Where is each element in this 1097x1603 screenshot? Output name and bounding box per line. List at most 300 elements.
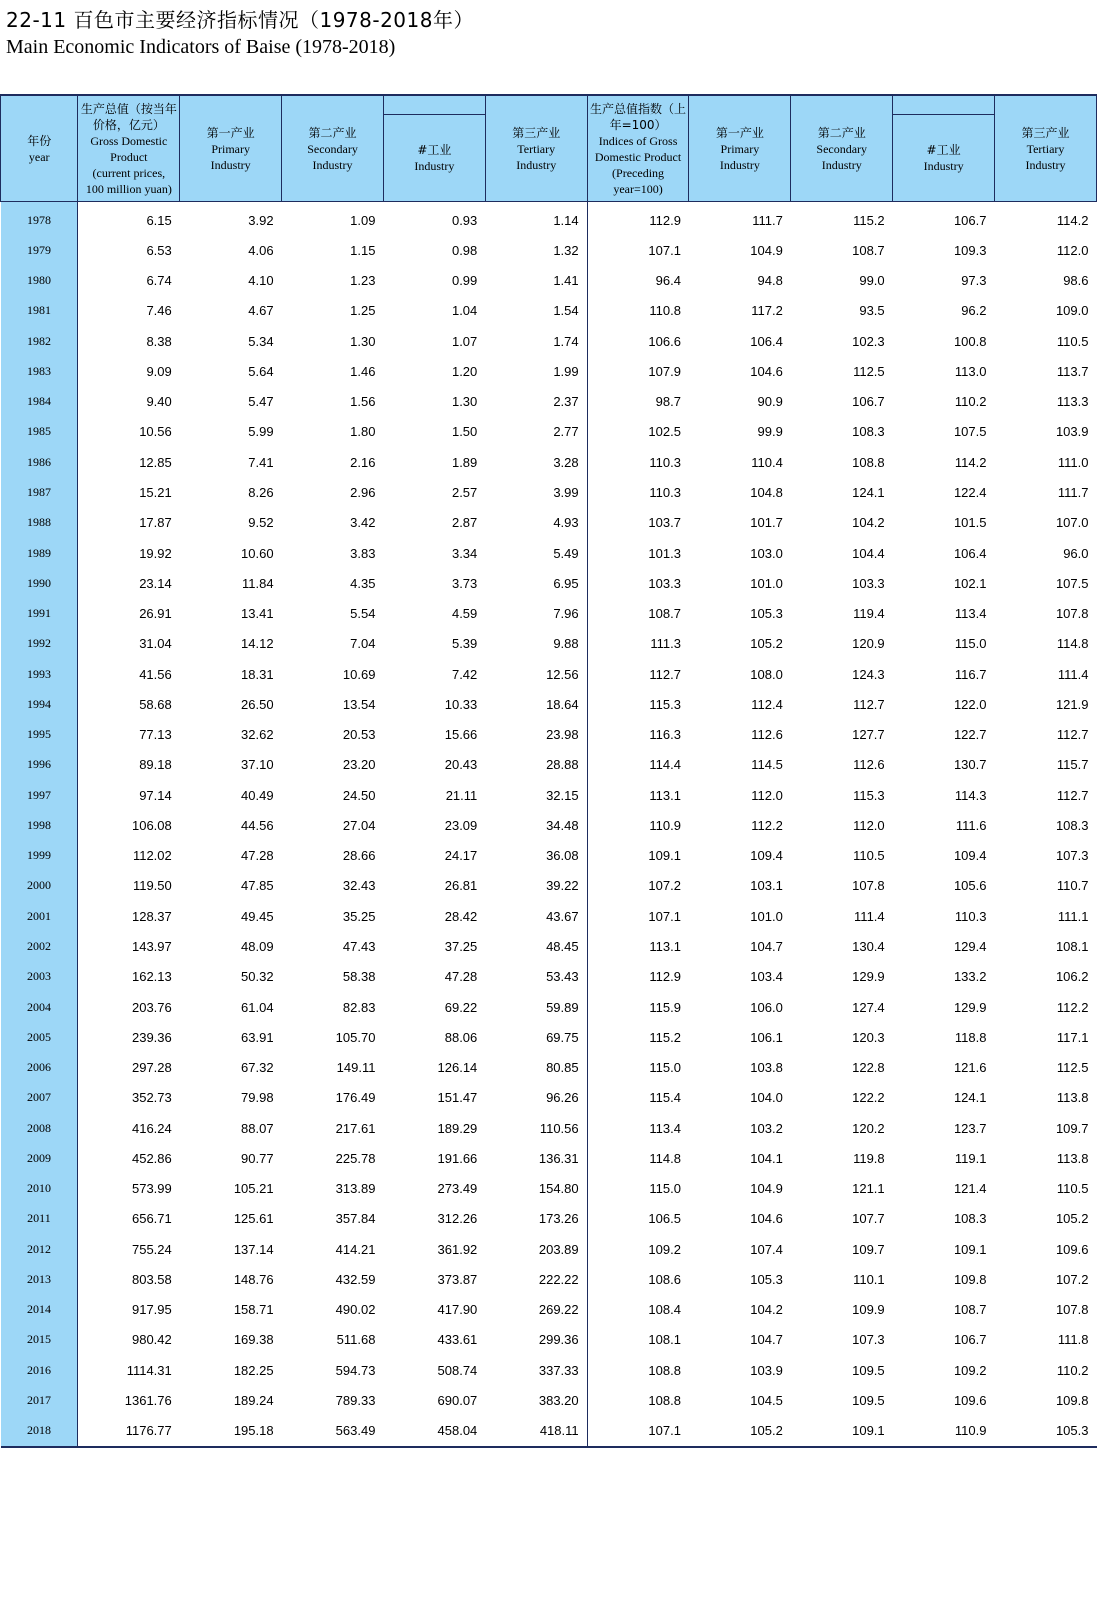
value-cell: 105.21 <box>233 1181 274 1197</box>
table-row <box>1 568 1097 598</box>
value-cell: 106.4 <box>953 545 987 561</box>
value-cell: 1176.77 <box>78 1416 180 1447</box>
value-cell: 99.9 <box>757 424 783 440</box>
value-cell: 105.70 <box>335 1029 376 1045</box>
value-cell: 107.5 <box>1055 575 1089 591</box>
value-cell: 1.25 <box>350 303 376 319</box>
value-cell: 97.14 <box>78 780 180 810</box>
table-row <box>1 750 1097 780</box>
value-cell: 1.20 <box>451 363 478 379</box>
year-cell: 2014 <box>1 1295 78 1325</box>
value-cell: 106.5 <box>587 1204 689 1234</box>
value-cell: 1.50 <box>451 424 478 440</box>
value-cell: 452.86 <box>78 1143 180 1173</box>
value-cell: 124.3 <box>852 666 885 682</box>
value-cell: 1.54 <box>553 303 579 319</box>
value-cell: 7.42 <box>451 666 478 682</box>
value-cell: 337.33 <box>538 1362 579 1378</box>
value-cell: 121.9 <box>1055 696 1089 712</box>
table-row <box>1 417 1097 447</box>
value-cell: 361.92 <box>437 1241 478 1257</box>
value-cell: 3.42 <box>350 515 376 531</box>
value-cell: 6.74 <box>78 266 180 296</box>
year-cell: 1983 <box>1 356 78 386</box>
value-cell: 9.09 <box>78 356 180 386</box>
value-cell: 980.42 <box>78 1325 180 1355</box>
value-cell: 107.2 <box>587 871 689 901</box>
value-cell: 120.3 <box>852 1029 885 1045</box>
value-cell: 225.78 <box>335 1150 376 1166</box>
value-cell: 108.8 <box>852 454 885 470</box>
value-cell: 43.67 <box>546 908 579 924</box>
value-cell: 107.5 <box>953 424 987 440</box>
value-cell: 1.07 <box>451 333 478 349</box>
value-cell: 433.61 <box>437 1332 478 1348</box>
value-cell: 34.48 <box>546 817 579 833</box>
value-cell: 36.08 <box>546 848 579 864</box>
year-cell: 1980 <box>1 266 78 296</box>
value-cell: 119.4 <box>853 606 885 622</box>
value-cell: 115.2 <box>853 212 885 228</box>
year-cell: 2000 <box>1 871 78 901</box>
value-cell: 0.93 <box>451 212 478 228</box>
value-cell: 104.0 <box>750 1090 783 1106</box>
value-cell: 1.04 <box>451 303 478 319</box>
year-cell: 1996 <box>1 750 78 780</box>
value-cell: 99.0 <box>859 273 885 289</box>
value-cell: 129.9 <box>953 999 987 1015</box>
value-cell: 5.99 <box>248 424 274 440</box>
value-cell: 106.2 <box>1055 969 1089 985</box>
value-cell: 113.7 <box>1056 363 1089 379</box>
value-cell: 114.3 <box>954 787 987 803</box>
value-cell: 563.49 <box>335 1423 376 1439</box>
year-cell: 1978 <box>1 202 78 236</box>
value-cell: 1.89 <box>451 454 478 470</box>
value-cell: 3.83 <box>350 545 376 561</box>
value-cell: 106.6 <box>587 326 689 356</box>
value-cell: 93.5 <box>859 303 885 319</box>
value-cell: 8.38 <box>78 326 180 356</box>
value-cell: 109.7 <box>852 1241 885 1257</box>
value-cell: 432.59 <box>335 1271 376 1287</box>
value-cell: 28.66 <box>342 848 376 864</box>
value-cell: 77.13 <box>78 720 180 750</box>
value-cell: 115.2 <box>587 1022 689 1052</box>
value-cell: 47.28 <box>444 969 478 985</box>
value-cell: 103.1 <box>750 878 783 894</box>
value-cell: 312.26 <box>437 1211 478 1227</box>
value-cell: 118.8 <box>954 1029 987 1045</box>
year-cell: 2018 <box>1 1416 78 1447</box>
header-gdp: 生产总值（按当年价格，亿元） Gross Domestic Product (current prices, 100 million yuan) <box>78 95 180 202</box>
value-cell: 383.20 <box>538 1392 579 1408</box>
value-cell: 7.41 <box>248 454 274 470</box>
value-cell: 109.1 <box>953 1241 987 1257</box>
value-cell: 107.9 <box>587 356 689 386</box>
value-cell: 111.0 <box>1057 454 1089 470</box>
value-cell: 2.87 <box>451 515 478 531</box>
value-cell: 101.0 <box>750 575 783 591</box>
value-cell: 114.4 <box>587 750 689 780</box>
value-cell: 39.22 <box>546 878 579 894</box>
value-cell: 1.30 <box>350 333 376 349</box>
value-cell: 6.53 <box>78 235 180 265</box>
value-cell: 23.98 <box>546 727 579 743</box>
value-cell: 103.3 <box>852 575 885 591</box>
value-cell: 1114.31 <box>78 1355 180 1385</box>
value-cell: 203.89 <box>538 1241 579 1257</box>
value-cell: 104.9 <box>750 1181 783 1197</box>
value-cell: 14.12 <box>241 636 274 652</box>
value-cell: 2.77 <box>553 424 579 440</box>
value-cell: 803.58 <box>78 1264 180 1294</box>
value-cell: 106.1 <box>750 1029 783 1045</box>
value-cell: 10.69 <box>342 666 376 682</box>
value-cell: 111.4 <box>1057 666 1089 682</box>
value-cell: 15.66 <box>444 727 478 743</box>
value-cell: 105.3 <box>750 1271 783 1287</box>
value-cell: 69.22 <box>444 999 478 1015</box>
value-cell: 105.3 <box>750 606 783 622</box>
year-cell: 2003 <box>1 962 78 992</box>
value-cell: 102.3 <box>852 333 885 349</box>
value-cell: 112.9 <box>587 962 689 992</box>
table-row <box>1 1234 1097 1264</box>
value-cell: 112.9 <box>587 202 689 236</box>
value-cell: 106.4 <box>750 333 783 349</box>
value-cell: 109.6 <box>1055 1241 1089 1257</box>
value-cell: 79.98 <box>241 1090 274 1106</box>
value-cell: 1.23 <box>350 273 376 289</box>
value-cell: 182.25 <box>233 1362 274 1378</box>
year-cell: 1994 <box>1 689 78 719</box>
value-cell: 1.15 <box>350 242 376 258</box>
value-cell: 122.7 <box>953 727 987 743</box>
page-title-chinese: 22-11 百色市主要经济指标情况（1978-2018年） <box>6 8 474 32</box>
value-cell: 112.2 <box>1056 999 1089 1015</box>
value-cell: 1.09 <box>350 212 376 228</box>
value-cell: 690.07 <box>437 1392 478 1408</box>
value-cell: 112.02 <box>78 841 180 871</box>
year-cell: 1999 <box>1 841 78 871</box>
value-cell: 110.4 <box>751 454 783 470</box>
value-cell: 113.3 <box>1056 394 1089 410</box>
table-row <box>1 1022 1097 1052</box>
value-cell: 143.97 <box>78 931 180 961</box>
value-cell: 108.3 <box>1055 817 1089 833</box>
table-row <box>1 598 1097 628</box>
table-row <box>1 1355 1097 1385</box>
value-cell: 109.2 <box>953 1362 987 1378</box>
value-cell: 53.43 <box>546 969 579 985</box>
value-cell: 109.0 <box>1055 303 1089 319</box>
value-cell: 107.1 <box>587 235 689 265</box>
value-cell: 119.8 <box>853 1150 885 1166</box>
value-cell: 107.1 <box>587 1416 689 1447</box>
value-cell: 9.40 <box>78 387 180 417</box>
value-cell: 108.8 <box>587 1355 689 1385</box>
table-row <box>1 1264 1097 1294</box>
value-cell: 5.39 <box>451 636 478 652</box>
value-cell: 104.8 <box>750 485 783 501</box>
value-cell: 508.74 <box>437 1362 478 1378</box>
value-cell: 117.2 <box>751 303 783 319</box>
value-cell: 115.0 <box>587 1052 689 1082</box>
value-cell: 106.7 <box>852 394 885 410</box>
value-cell: 63.91 <box>241 1029 274 1045</box>
value-cell: 352.73 <box>78 1083 180 1113</box>
value-cell: 4.67 <box>248 303 274 319</box>
value-cell: 59.89 <box>546 999 579 1015</box>
value-cell: 789.33 <box>335 1392 376 1408</box>
value-cell: 110.1 <box>853 1271 885 1287</box>
value-cell: 47.43 <box>342 939 376 954</box>
value-cell: 109.8 <box>1055 1392 1089 1408</box>
value-cell: 110.7 <box>1056 878 1089 894</box>
value-cell: 110.9 <box>954 1423 987 1439</box>
value-cell: 203.76 <box>78 992 180 1022</box>
value-cell: 7.46 <box>78 296 180 326</box>
value-cell: 110.5 <box>853 848 885 864</box>
year-cell: 2008 <box>1 1113 78 1143</box>
value-cell: 1.32 <box>553 242 579 258</box>
year-cell: 2001 <box>1 901 78 931</box>
table-row <box>1 841 1097 871</box>
table-row <box>1 1385 1097 1415</box>
year-cell: 2010 <box>1 1174 78 1204</box>
value-cell: 114.8 <box>587 1143 689 1173</box>
value-cell: 102.1 <box>953 575 987 591</box>
value-cell: 18.31 <box>241 666 274 682</box>
value-cell: 458.04 <box>437 1423 478 1439</box>
value-cell: 107.3 <box>852 1332 885 1348</box>
value-cell: 96.2 <box>961 303 987 319</box>
year-cell: 1979 <box>1 235 78 265</box>
value-cell: 104.7 <box>750 1332 783 1348</box>
value-cell: 418.11 <box>539 1423 579 1439</box>
year-cell: 1988 <box>1 508 78 538</box>
value-cell: 105.3 <box>1055 1423 1089 1439</box>
value-cell: 1.56 <box>350 394 376 410</box>
value-cell: 113.8 <box>1056 1150 1089 1166</box>
value-cell: 128.37 <box>78 901 180 931</box>
value-cell: 115.4 <box>587 1083 689 1113</box>
value-cell: 10.60 <box>241 545 274 561</box>
value-cell: 104.5 <box>750 1392 783 1408</box>
table-row <box>1 780 1097 810</box>
value-cell: 108.7 <box>953 1302 987 1318</box>
value-cell: 112.7 <box>1056 787 1089 803</box>
value-cell: 162.13 <box>78 962 180 992</box>
value-cell: 105.2 <box>1055 1211 1089 1227</box>
value-cell: 23.20 <box>342 757 376 773</box>
header-industry-index-top <box>893 95 995 115</box>
year-cell: 1987 <box>1 477 78 507</box>
value-cell: 158.71 <box>233 1302 274 1318</box>
value-cell: 98.6 <box>1063 273 1089 289</box>
value-cell: 5.47 <box>248 394 274 410</box>
value-cell: 103.0 <box>750 545 783 561</box>
value-cell: 12.56 <box>546 666 579 682</box>
value-cell: 110.5 <box>1056 1181 1089 1197</box>
value-cell: 108.3 <box>852 424 885 440</box>
value-cell: 3.34 <box>451 545 478 561</box>
value-cell: 490.02 <box>335 1302 376 1318</box>
value-cell: 88.07 <box>241 1120 274 1136</box>
value-cell: 2.37 <box>553 394 579 410</box>
value-cell: 110.2 <box>954 394 987 410</box>
table-row <box>1 901 1097 931</box>
value-cell: 112.7 <box>587 659 689 689</box>
value-cell: 129.4 <box>953 939 987 954</box>
value-cell: 109.9 <box>852 1302 885 1318</box>
value-cell: 20.53 <box>342 727 376 743</box>
value-cell: 96.26 <box>546 1090 579 1106</box>
value-cell: 103.3 <box>587 568 689 598</box>
value-cell: 24.50 <box>342 787 376 803</box>
value-cell: 0.98 <box>451 242 478 258</box>
table-row <box>1 1052 1097 1082</box>
year-cell: 1989 <box>1 538 78 568</box>
value-cell: 19.92 <box>78 538 180 568</box>
value-cell: 108.8 <box>587 1385 689 1415</box>
value-cell: 5.34 <box>248 333 274 349</box>
value-cell: 109.4 <box>750 848 783 864</box>
value-cell: 1.30 <box>451 394 478 410</box>
value-cell: 511.68 <box>336 1332 376 1348</box>
value-cell: 112.5 <box>853 363 885 379</box>
value-cell: 130.4 <box>852 939 885 954</box>
value-cell: 10.33 <box>444 696 478 712</box>
value-cell: 17.87 <box>78 508 180 538</box>
value-cell: 107.3 <box>1055 848 1089 864</box>
value-cell: 109.5 <box>852 1392 885 1408</box>
value-cell: 121.1 <box>852 1181 885 1197</box>
value-cell: 4.93 <box>553 515 579 531</box>
year-cell: 2004 <box>1 992 78 1022</box>
value-cell: 96.0 <box>1063 545 1089 561</box>
value-cell: 61.04 <box>241 999 274 1015</box>
value-cell: 104.4 <box>852 545 885 561</box>
value-cell: 7.04 <box>350 636 376 652</box>
value-cell: 28.42 <box>444 908 478 924</box>
value-cell: 101.3 <box>587 538 689 568</box>
value-cell: 11.84 <box>242 575 274 591</box>
value-cell: 101.7 <box>750 515 783 531</box>
value-cell: 129.9 <box>852 969 885 985</box>
value-cell: 37.25 <box>444 939 478 954</box>
value-cell: 108.7 <box>587 598 689 628</box>
value-cell: 12.85 <box>78 447 180 477</box>
table-row <box>1 962 1097 992</box>
value-cell: 112.2 <box>751 817 783 833</box>
value-cell: 112.6 <box>853 757 885 773</box>
value-cell: 67.32 <box>241 1060 274 1076</box>
year-cell: 1993 <box>1 659 78 689</box>
year-cell: 2007 <box>1 1083 78 1113</box>
value-cell: 28.88 <box>546 757 579 773</box>
value-cell: 125.61 <box>233 1211 274 1227</box>
table-row <box>1 1325 1097 1355</box>
table-row <box>1 538 1097 568</box>
header-primary-index: 第一产业 Primary Industry <box>689 95 791 202</box>
header-industry-top <box>383 95 485 115</box>
value-cell: 112.7 <box>853 696 885 712</box>
value-cell: 755.24 <box>78 1234 180 1264</box>
value-cell: 104.6 <box>750 363 783 379</box>
value-cell: 94.8 <box>757 273 783 289</box>
value-cell: 1.80 <box>350 424 376 440</box>
value-cell: 80.85 <box>546 1060 579 1076</box>
value-cell: 104.1 <box>750 1150 783 1166</box>
value-cell: 47.28 <box>241 848 274 864</box>
value-cell: 3.28 <box>553 454 579 470</box>
year-cell: 2009 <box>1 1143 78 1173</box>
value-cell: 109.2 <box>587 1234 689 1264</box>
value-cell: 106.7 <box>953 212 987 228</box>
year-cell: 1990 <box>1 568 78 598</box>
value-cell: 111.6 <box>955 817 987 833</box>
value-cell: 58.68 <box>78 689 180 719</box>
header-secondary: 第二产业 Secondary Industry <box>282 95 384 202</box>
value-cell: 5.54 <box>350 606 376 622</box>
value-cell: 1.99 <box>553 363 579 379</box>
value-cell: 112.0 <box>853 817 885 833</box>
value-cell: 110.56 <box>539 1120 579 1136</box>
value-cell: 1361.76 <box>78 1385 180 1415</box>
value-cell: 239.36 <box>78 1022 180 1052</box>
value-cell: 114.5 <box>751 757 783 773</box>
value-cell: 107.8 <box>1055 606 1089 622</box>
value-cell: 100.8 <box>953 333 987 349</box>
table-row <box>1 266 1097 296</box>
value-cell: 26.81 <box>444 878 478 894</box>
value-cell: 126.14 <box>437 1060 478 1076</box>
year-cell: 1981 <box>1 296 78 326</box>
year-cell: 1986 <box>1 447 78 477</box>
value-cell: 115.9 <box>587 992 689 1022</box>
value-cell: 119.1 <box>954 1150 987 1166</box>
value-cell: 111.8 <box>1057 1332 1089 1348</box>
value-cell: 112.4 <box>751 696 783 712</box>
value-cell: 7.96 <box>553 606 579 622</box>
value-cell: 107.0 <box>1055 515 1089 531</box>
value-cell: 130.7 <box>953 757 987 773</box>
value-cell: 31.04 <box>78 629 180 659</box>
value-cell: 122.8 <box>852 1060 885 1076</box>
value-cell: 21.11 <box>445 787 478 803</box>
value-cell: 103.2 <box>750 1120 783 1136</box>
value-cell: 116.3 <box>587 720 689 750</box>
value-cell: 189.29 <box>437 1120 478 1136</box>
year-cell: 1998 <box>1 810 78 840</box>
value-cell: 120.9 <box>852 636 885 652</box>
value-cell: 299.36 <box>538 1332 579 1348</box>
value-cell: 122.4 <box>953 485 987 501</box>
value-cell: 107.8 <box>852 878 885 894</box>
value-cell: 96.4 <box>587 266 689 296</box>
year-cell: 1992 <box>1 629 78 659</box>
value-cell: 102.5 <box>587 417 689 447</box>
value-cell: 195.18 <box>233 1423 274 1439</box>
value-cell: 114.2 <box>954 454 987 470</box>
value-cell: 3.73 <box>451 575 478 591</box>
year-cell: 1991 <box>1 598 78 628</box>
value-cell: 1.46 <box>350 363 376 379</box>
header-tertiary-index: 第三产业 Tertiary Industry <box>995 95 1097 202</box>
value-cell: 4.35 <box>350 575 376 591</box>
